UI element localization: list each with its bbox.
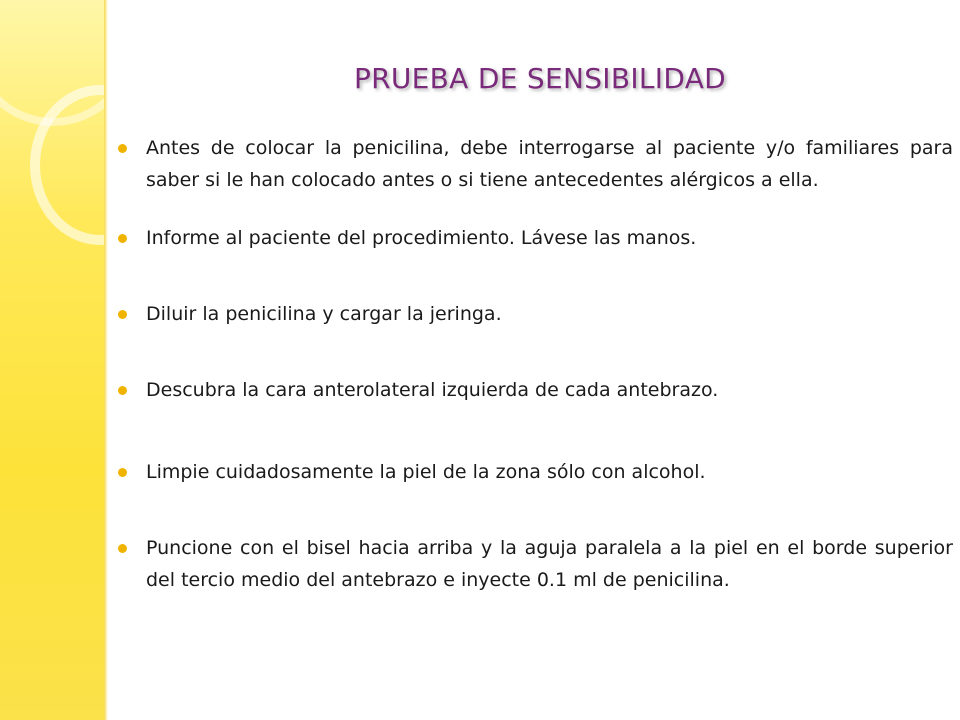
bullet-text: Informe al paciente del procedimiento. Lávese las manos.	[146, 227, 697, 249]
bullet-item	[118, 456, 953, 488]
bullet-list	[118, 132, 953, 596]
bullet-item	[118, 532, 953, 596]
round-bullet-icon	[118, 386, 127, 395]
bullet-text: Antes de colocar la penicilina, debe interrogarse al paciente y/o familiares para saber si le han colocado antes o si tiene antecedentes alérgicos a ella.	[146, 137, 953, 191]
bullet-item	[118, 132, 953, 196]
bullet-item	[118, 298, 953, 330]
bullet-text: Limpie cuidadosamente la piel de la zona sólo con alcohol.	[146, 461, 706, 483]
bullet-text: Puncione con el bisel hacia arriba y la aguja paralela a la piel en el borde superior del tercio medio del antebrazo e inyecte 0.1 ml de penicilina.	[146, 537, 953, 591]
bullet-text: Descubra la cara anterolateral izquierda de cada antebrazo.	[146, 379, 719, 401]
round-bullet-icon	[118, 468, 127, 477]
sidebar-edge	[104, 0, 108, 720]
decorative-sidebar	[0, 0, 105, 720]
slide-title: PRUEBA DE SENSIBILIDAD	[353, 62, 727, 95]
round-bullet-icon	[118, 310, 127, 319]
round-bullet-icon	[118, 234, 127, 243]
bullet-item	[118, 222, 953, 254]
bullet-text: Diluir la penicilina y cargar la jeringa.	[146, 303, 502, 325]
round-bullet-icon	[118, 544, 127, 553]
round-bullet-icon	[118, 144, 127, 153]
bullet-item	[118, 374, 953, 406]
